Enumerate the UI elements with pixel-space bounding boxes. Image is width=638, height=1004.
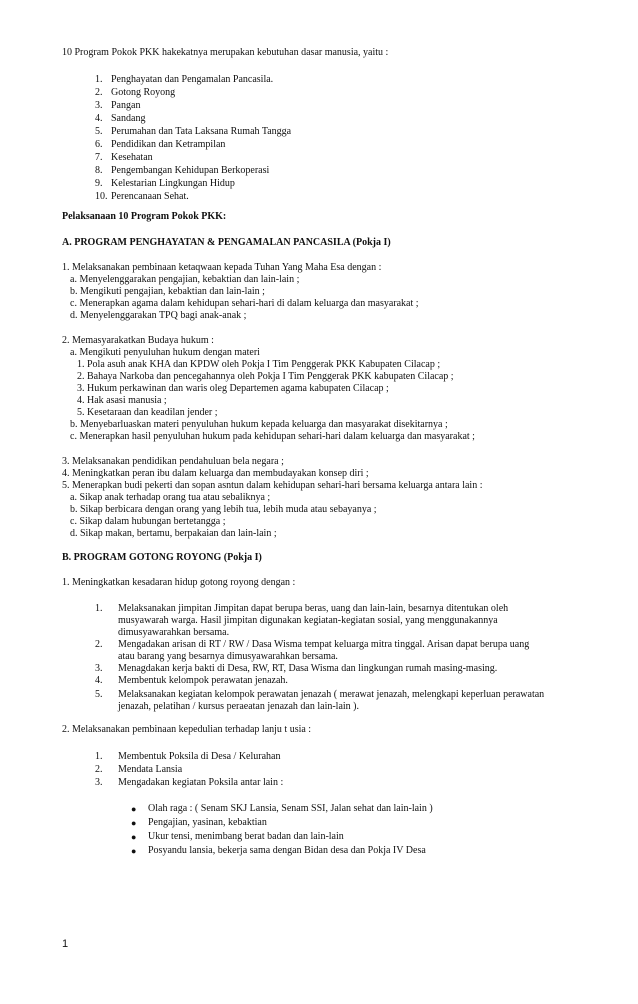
program-item: Kesehatan	[111, 152, 153, 163]
b2-point: Mendata Lansia	[118, 764, 183, 775]
a4-title: 4. Meningkatkan peran ibu dalam keluarga dan membudayakan konsep diri ;	[62, 468, 369, 479]
pelaksanaan-heading: Pelaksanaan 10 Program Pokok PKK:	[62, 211, 227, 222]
b1-point-line: Membentuk kelompok perawatan jenazah.	[118, 675, 288, 686]
program-num: 9.	[95, 178, 103, 189]
program-num: 3.	[95, 100, 103, 111]
program-num: 10.	[95, 191, 108, 202]
program-num: 6.	[95, 139, 103, 150]
b1-point-num: 5.	[95, 689, 103, 700]
program-num: 2.	[95, 87, 103, 98]
b2-point-num: 1.	[95, 751, 103, 762]
bullet-dot-icon: ●	[131, 818, 137, 828]
b1-point-line: Melaksanakan kegiatan kelompok perawatan jenazah ( merawat jenazah, melengkapi keperluan perawatan	[118, 689, 545, 700]
b2-point-num: 2.	[95, 764, 103, 775]
bullet-dot-icon: ●	[131, 804, 137, 814]
b1-point-num: 1.	[95, 603, 103, 614]
a1-sub: c. Menerapkan agama dalam kehidupan sehari-hari di dalam keluarga dan masyarakat ;	[70, 298, 419, 309]
b1-point-line: Menagdakan kerja bakti di Desa, RW, RT, Dasa Wisma dan lingkungan rumah masing-masing.	[118, 663, 498, 674]
a2-point: 2. Bahaya Narkoba dan pencegahannya oleh Pokja I Tim Penggerak PKK kabupaten Cilacap ;	[77, 371, 454, 382]
bullet-dot-icon: ●	[131, 832, 137, 842]
bullet-item: Pengajian, yasinan, kebaktian	[148, 817, 267, 828]
a1-sub: a. Menyelenggarakan pengajian, kebaktian dan lain-lain ;	[70, 274, 300, 285]
a1-sub: b. Mengikuti pengajian, kebaktian dan lain-lain ;	[70, 286, 265, 297]
b1-point-num: 3.	[95, 663, 103, 674]
program-item: Sandang	[111, 113, 146, 124]
a1-title: 1. Melaksanakan pembinaan ketaqwaan kepada Tuhan Yang Maha Esa dengan :	[62, 262, 382, 273]
a3-title: 3. Melaksanakan pendidikan pendahuluan bela negara ;	[62, 456, 284, 467]
b1-point-line: Mengadakan arisan di RT / RW / Dasa Wisma tempat keluarga mitra tinggal. Arisan dapat berupa uang	[118, 639, 530, 650]
bullet-item: Olah raga : ( Senam SKJ Lansia, Senam SSI, Jalan sehat dan lain-lain )	[148, 803, 433, 814]
a2-point: 3. Hukum perkawinan dan waris oleg Departemen agama kabupaten Cilacap ;	[77, 383, 389, 394]
b1-point-num: 2.	[95, 639, 103, 650]
b2-point: Mengadakan kegiatan Poksila antar lain :	[118, 777, 284, 788]
a2-title: 2. Memasyarakatkan Budaya hukum :	[62, 335, 214, 346]
program-item: Gotong Royong	[111, 87, 176, 98]
program-num: 7.	[95, 152, 103, 163]
section-a-heading: A. PROGRAM PENGHAYATAN & PENGAMALAN PANCASILA (Pokja I)	[62, 237, 391, 248]
bullet-dot-icon: ●	[131, 846, 137, 856]
section-b-heading: B. PROGRAM GOTONG ROYONG (Pokja I)	[62, 552, 262, 563]
program-num: 4.	[95, 113, 103, 124]
program-num: 1.	[95, 74, 103, 85]
b1-point-num: 4.	[95, 675, 103, 686]
program-item: Pendidikan dan Ketrampilan	[111, 139, 226, 150]
intro-text: 10 Program Pokok PKK hakekatnya merupakan kebutuhan dasar manusia, yaitu :	[62, 47, 389, 58]
a2-sub-a: a. Mengikuti penyuluhan hukum dengan materi	[70, 347, 260, 358]
a5-sub: c. Sikap dalam hubungan bertetangga ;	[70, 516, 226, 527]
program-item: Pengembangan Kehidupan Berkoperasi	[111, 165, 270, 176]
program-num: 5.	[95, 126, 103, 137]
program-num: 8.	[95, 165, 103, 176]
b2-point: Membentuk Poksila di Desa / Kelurahan	[118, 751, 281, 762]
a2-point: 4. Hak asasi manusia ;	[77, 395, 167, 406]
b2-title: 2. Melaksanakan pembinaan kepedulian terhadap lanju t usia :	[62, 724, 312, 735]
b1-point-line: dimusyawarahkan bersama.	[118, 627, 230, 638]
b1-point-line: atau barang yang besarnya dimusyawarahkan bersama.	[118, 651, 338, 662]
a5-sub: d. Sikap makan, bertamu, berpakaian dan lain-lain ;	[70, 528, 277, 539]
program-item: Pangan	[111, 100, 141, 111]
bullet-item: Posyandu lansia, bekerja sama dengan Bidan desa dan Pokja IV Desa	[148, 845, 426, 856]
program-item: Perumahan dan Tata Laksana Rumah Tangga	[111, 126, 292, 137]
a5-sub: b. Sikap berbicara dengan orang yang lebih tua, lebih muda atau sebayanya ;	[70, 504, 377, 515]
bullet-item: Ukur tensi, menimbang berat badan dan lain-lain	[148, 831, 344, 842]
a2-point: 5. Kesetaraan dan keadilan jender ;	[77, 407, 218, 418]
a5-title: 5. Menerapkan budi pekerti dan sopan asntun dalam kehidupan sehari-hari bersama keluarga antara lain :	[62, 480, 483, 491]
program-item: Kelestarian Lingkungan Hidup	[111, 178, 235, 189]
a2-sub-c: c. Menerapkan hasil penyuluhan hukum pada kehidupan sehari-hari dalam keluarga dan masyarakat ;	[70, 431, 475, 442]
b1-point-line: Melaksanakan jimpitan Jimpitan dapat berupa beras, uang dan lain-lain, besarnya ditentukan oleh	[118, 603, 509, 614]
program-item: Penghayatan dan Pengamalan Pancasila.	[111, 74, 274, 85]
a2-point: 1. Pola asuh anak KHA dan KPDW oleh Pokja I Tim Penggerak PKK Kabupaten Cilacap ;	[77, 359, 441, 370]
b2-point-num: 3.	[95, 777, 103, 788]
program-item: Perencanaan Sehat.	[111, 191, 189, 202]
b1-point-line: musyawarah warga. Hasil jimpitan digunakan kegiatan-kegiatan sosial, yang menggunakannya	[118, 615, 498, 626]
page-number: 1	[62, 938, 69, 950]
a1-sub: d. Menyelenggarakan TPQ bagi anak-anak ;	[70, 310, 247, 321]
b1-title: 1. Meningkatkan kesadaran hidup gotong royong dengan :	[62, 577, 296, 588]
b1-point-line: jenazah, pelatihan / kursus peraeatan jenazah dan lain-lain ).	[118, 701, 359, 712]
a2-sub-b: b. Menyebarluaskan materi penyuluhan hukum kepada keluarga dan masyarakat disekitarnya ;	[70, 419, 448, 430]
a5-sub: a. Sikap anak terhadap orang tua atau sebaliknya ;	[70, 492, 271, 503]
